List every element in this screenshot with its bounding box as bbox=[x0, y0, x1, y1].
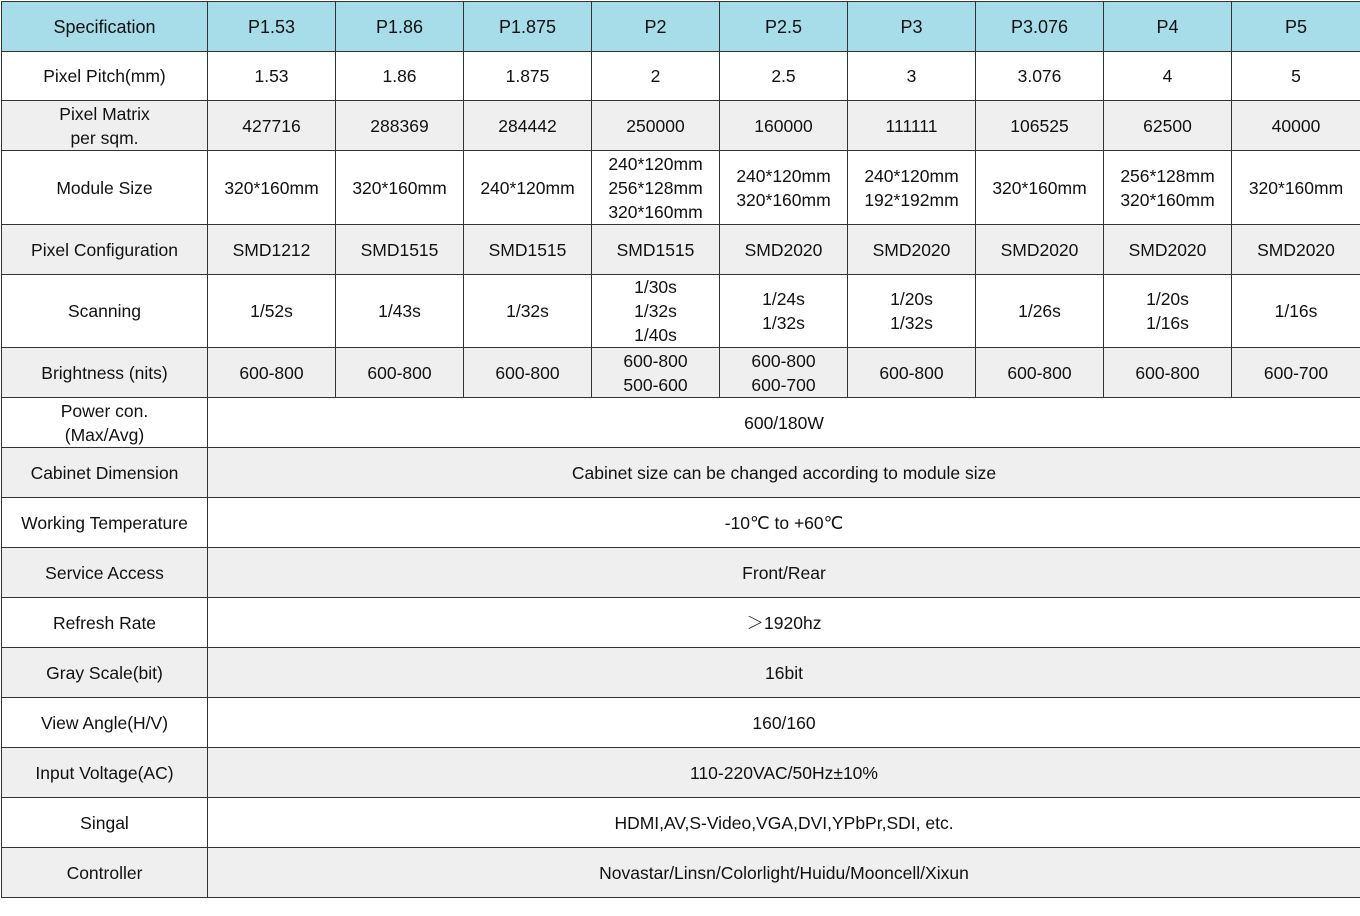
table-row bbox=[2, 448, 1360, 498]
merged-value-cell: 600/180W bbox=[208, 398, 1360, 448]
cell-line: 500-600 bbox=[594, 373, 717, 397]
row-label: View Angle(H/V) bbox=[2, 698, 208, 748]
table-body bbox=[2, 2, 1360, 898]
cell-line: 320*160mm bbox=[722, 188, 845, 212]
table-cell: SMD1515 bbox=[592, 225, 720, 275]
table-cell: 320*160mm bbox=[976, 151, 1104, 225]
table-cell: 320*160mm bbox=[336, 151, 464, 225]
cell-line: 192*192mm bbox=[850, 188, 973, 212]
table-cell bbox=[848, 275, 976, 348]
table-cell: 3.076 bbox=[976, 52, 1104, 101]
table-cell bbox=[720, 275, 848, 348]
merged-value-cell: Front/Rear bbox=[208, 548, 1360, 598]
cell-line: 1/16s bbox=[1106, 311, 1229, 335]
table-cell: 320*160mm bbox=[208, 151, 336, 225]
table-cell bbox=[720, 348, 848, 398]
table-cell: 1/43s bbox=[336, 275, 464, 348]
table-row bbox=[2, 848, 1360, 898]
merged-value-cell: Novastar/Linsn/Colorlight/Huidu/Mooncell/Xixun bbox=[208, 848, 1360, 898]
table-cell: 600-800 bbox=[1104, 348, 1232, 398]
row-label-line: Power con. bbox=[4, 399, 205, 423]
cell-line: 240*120mm bbox=[722, 164, 845, 188]
table-cell bbox=[592, 275, 720, 348]
merged-value-cell: 160/160 bbox=[208, 698, 1360, 748]
table-cell: SMD2020 bbox=[976, 225, 1104, 275]
row-label: Working Temperature bbox=[2, 498, 208, 548]
table-cell: 600-800 bbox=[976, 348, 1104, 398]
cell-line: 1/40s bbox=[594, 323, 717, 347]
header-cell-p1-53: P1.53 bbox=[208, 2, 336, 52]
table-row bbox=[2, 598, 1360, 648]
row-label: Service Access bbox=[2, 548, 208, 598]
table-cell: 2 bbox=[592, 52, 720, 101]
header-cell-specification: Specification bbox=[2, 2, 208, 52]
cell-line: 320*160mm bbox=[594, 200, 717, 224]
header-cell-p5: P5 bbox=[1232, 2, 1360, 52]
table-row bbox=[2, 275, 1360, 348]
cell-line: 240*120mm bbox=[850, 164, 973, 188]
table-cell: 106525 bbox=[976, 101, 1104, 151]
table-row bbox=[2, 648, 1360, 698]
table-cell: 1/26s bbox=[976, 275, 1104, 348]
cell-line: 1/20s bbox=[1106, 287, 1229, 311]
merged-value-cell: Cabinet size can be changed according to module size bbox=[208, 448, 1360, 498]
table-cell: 250000 bbox=[592, 101, 720, 151]
table-row bbox=[2, 52, 1360, 101]
table-cell: 288369 bbox=[336, 101, 464, 151]
header-cell-p2-5: P2.5 bbox=[720, 2, 848, 52]
merged-value-cell: -10℃ to +60℃ bbox=[208, 498, 1360, 548]
table-cell: 111111 bbox=[848, 101, 976, 151]
table-row bbox=[2, 548, 1360, 598]
table-row bbox=[2, 498, 1360, 548]
table-cell: 2.5 bbox=[720, 52, 848, 101]
table-row bbox=[2, 398, 1360, 448]
table-row bbox=[2, 748, 1360, 798]
header-cell-p2: P2 bbox=[592, 2, 720, 52]
table-row bbox=[2, 798, 1360, 848]
table-cell bbox=[848, 151, 976, 225]
header-cell-p1-86: P1.86 bbox=[336, 2, 464, 52]
table-row bbox=[2, 698, 1360, 748]
table-cell: 600-800 bbox=[848, 348, 976, 398]
table-cell: 3 bbox=[848, 52, 976, 101]
table-cell: 62500 bbox=[1104, 101, 1232, 151]
cell-line: 1/32s bbox=[850, 311, 973, 335]
header-cell-p3-076: P3.076 bbox=[976, 2, 1104, 52]
table-row bbox=[2, 225, 1360, 275]
row-label: Gray Scale(bit) bbox=[2, 648, 208, 698]
header-cell-p1-875: P1.875 bbox=[464, 2, 592, 52]
cell-line: 320*160mm bbox=[1106, 188, 1229, 212]
row-label: Brightness (nits) bbox=[2, 348, 208, 398]
table-cell: SMD1212 bbox=[208, 225, 336, 275]
table-cell: 240*120mm bbox=[464, 151, 592, 225]
cell-line: 600-800 bbox=[594, 349, 717, 373]
table-cell bbox=[1104, 275, 1232, 348]
table-cell: SMD2020 bbox=[848, 225, 976, 275]
cell-line: 1/20s bbox=[850, 287, 973, 311]
header-cell-p4: P4 bbox=[1104, 2, 1232, 52]
table-cell bbox=[592, 151, 720, 225]
table-cell: 427716 bbox=[208, 101, 336, 151]
row-label: Refresh Rate bbox=[2, 598, 208, 648]
header-cell-p3: P3 bbox=[848, 2, 976, 52]
row-label: Singal bbox=[2, 798, 208, 848]
row-label: Scanning bbox=[2, 275, 208, 348]
table-cell: 1.86 bbox=[336, 52, 464, 101]
merged-value-cell: 16bit bbox=[208, 648, 1360, 698]
table-cell: 1/52s bbox=[208, 275, 336, 348]
row-label bbox=[2, 101, 208, 151]
table-cell: 1.53 bbox=[208, 52, 336, 101]
row-label-line: Pixel Matrix bbox=[4, 102, 205, 126]
table-cell: 600-800 bbox=[336, 348, 464, 398]
row-label: Module Size bbox=[2, 151, 208, 225]
table-row bbox=[2, 101, 1360, 151]
row-label: Controller bbox=[2, 848, 208, 898]
table-cell: 1/32s bbox=[464, 275, 592, 348]
cell-line: 1/32s bbox=[594, 299, 717, 323]
table-cell: SMD2020 bbox=[1104, 225, 1232, 275]
cell-line: 600-800 bbox=[722, 349, 845, 373]
table-cell: 40000 bbox=[1232, 101, 1360, 151]
cell-line: 240*120mm bbox=[594, 152, 717, 176]
table-row bbox=[2, 348, 1360, 398]
table-cell: SMD2020 bbox=[720, 225, 848, 275]
table-cell bbox=[720, 151, 848, 225]
table-cell: 1.875 bbox=[464, 52, 592, 101]
table-cell: 5 bbox=[1232, 52, 1360, 101]
table-cell: 160000 bbox=[720, 101, 848, 151]
row-label: Cabinet Dimension bbox=[2, 448, 208, 498]
table-cell: 600-800 bbox=[464, 348, 592, 398]
merged-value-cell: 110-220VAC/50Hz±10% bbox=[208, 748, 1360, 798]
cell-line: 1/24s bbox=[722, 287, 845, 311]
row-label: Pixel Pitch(mm) bbox=[2, 52, 208, 101]
table-cell: 284442 bbox=[464, 101, 592, 151]
table-cell: SMD2020 bbox=[1232, 225, 1360, 275]
table-cell: 1/16s bbox=[1232, 275, 1360, 348]
row-label bbox=[2, 398, 208, 448]
spec-table bbox=[1, 1, 1360, 898]
table-cell: 4 bbox=[1104, 52, 1232, 101]
table-cell: SMD1515 bbox=[336, 225, 464, 275]
row-label: Pixel Configuration bbox=[2, 225, 208, 275]
cell-line: 256*128mm bbox=[1106, 164, 1229, 188]
merged-value-cell: HDMI,AV,S-Video,VGA,DVI,YPbPr,SDI, etc. bbox=[208, 798, 1360, 848]
table-cell: SMD1515 bbox=[464, 225, 592, 275]
table-row bbox=[2, 151, 1360, 225]
header-row bbox=[2, 2, 1360, 52]
table-cell bbox=[592, 348, 720, 398]
cell-line: 1/32s bbox=[722, 311, 845, 335]
table-cell: 600-700 bbox=[1232, 348, 1360, 398]
row-label-line: (Max/Avg) bbox=[4, 423, 205, 447]
table-cell: 320*160mm bbox=[1232, 151, 1360, 225]
cell-line: 1/30s bbox=[594, 275, 717, 299]
cell-line: 600-700 bbox=[722, 373, 845, 397]
row-label: Input Voltage(AC) bbox=[2, 748, 208, 798]
row-label-line: per sqm. bbox=[4, 126, 205, 150]
table-cell: 600-800 bbox=[208, 348, 336, 398]
cell-line: 256*128mm bbox=[594, 176, 717, 200]
table-cell bbox=[1104, 151, 1232, 225]
merged-value-cell: ＞1920hz bbox=[208, 598, 1360, 648]
